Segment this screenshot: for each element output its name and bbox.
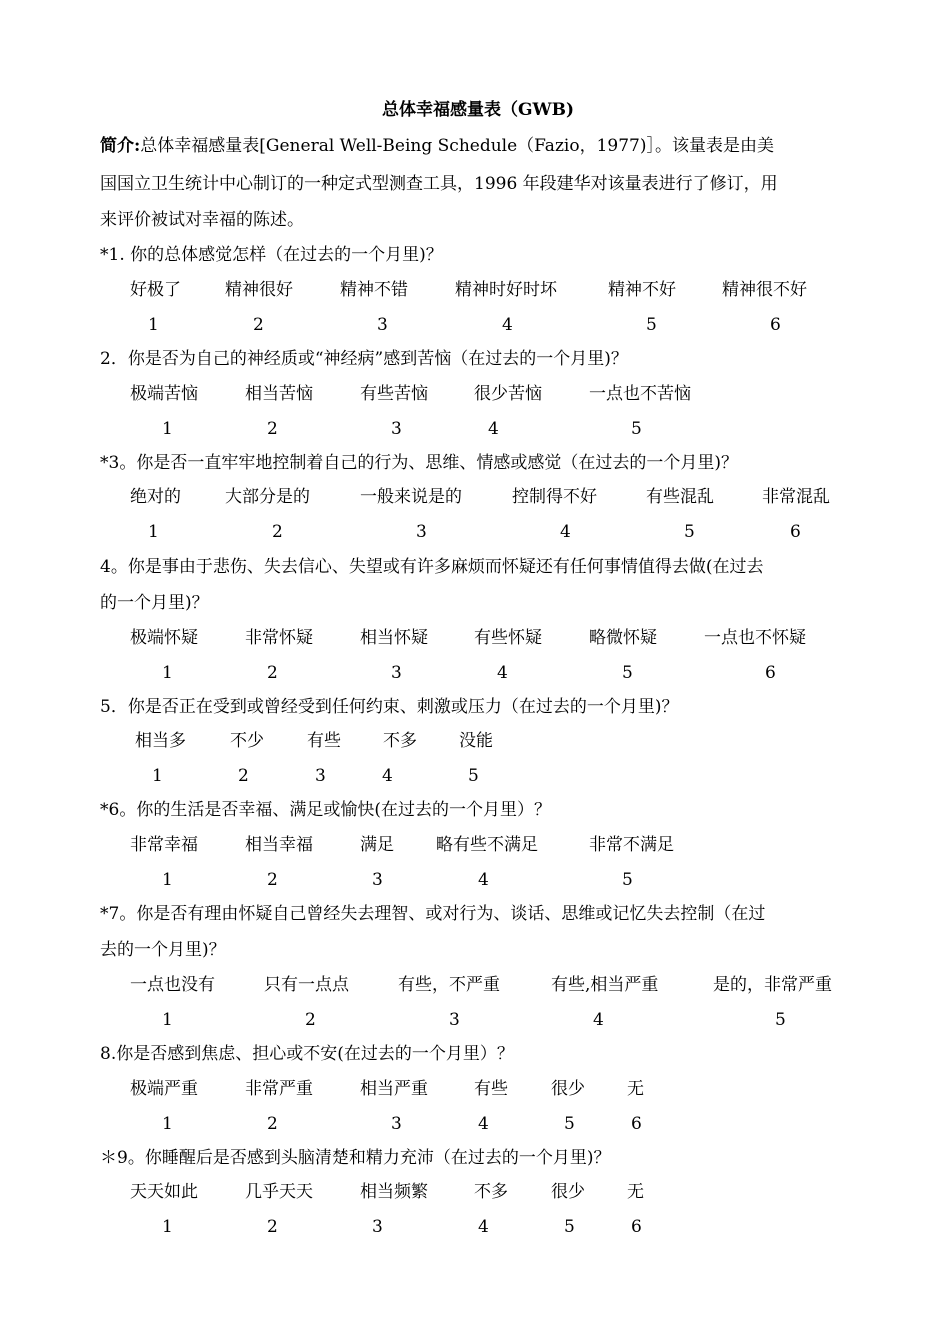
q4-score-5: 5 <box>622 663 633 683</box>
q9-option-4: 不多 <box>474 1182 508 1202</box>
q9-option-2: 几乎天天 <box>245 1182 313 1202</box>
q3-score-1: 1 <box>148 522 159 542</box>
q9-score-2: 2 <box>267 1217 278 1237</box>
q9-score-6: 6 <box>631 1217 642 1237</box>
q9-score-5: 5 <box>564 1217 575 1237</box>
q1-score-4: 4 <box>502 315 513 335</box>
q3-option-4: 控制得不好 <box>512 487 597 507</box>
q6-option-5: 非常不满足 <box>589 835 674 855</box>
q2-option-1: 极端苦恼 <box>130 384 198 404</box>
intro-label: 简介: <box>100 136 141 156</box>
q6-option-3: 满足 <box>360 835 394 855</box>
q1-option-4: 精神时好时坏 <box>455 280 557 300</box>
question-7-text-2: 去的一个月里)？ <box>100 940 226 960</box>
q5-score-1: 1 <box>152 766 163 786</box>
q6-score-2: 2 <box>267 870 278 890</box>
q9-score-3: 3 <box>372 1217 383 1237</box>
q3-score-5: 5 <box>684 522 695 542</box>
q8-score-4: 4 <box>478 1114 489 1134</box>
q9-option-1: 天天如此 <box>130 1182 198 1202</box>
q1-score-2: 2 <box>253 315 264 335</box>
q2-score-4: 4 <box>488 419 499 439</box>
q3-score-6: 6 <box>790 522 801 542</box>
q7-score-1: 1 <box>162 1010 173 1030</box>
q1-score-6: 6 <box>770 315 781 335</box>
q5-option-2: 不少 <box>230 731 264 751</box>
q6-option-2: 相当幸福 <box>245 835 313 855</box>
q5-option-3: 有些 <box>307 731 341 751</box>
q9-score-1: 1 <box>162 1217 173 1237</box>
q7-option-5: 是的，非常严重 <box>713 975 832 995</box>
q7-option-1: 一点也没有 <box>130 975 215 995</box>
q7-option-4: 有些,相当严重 <box>551 975 659 995</box>
question-3-text: *3。你是否一直牢牢地控制着自己的行为、思维、情感或感觉（在过去的一个月里)？ <box>100 453 738 473</box>
q1-option-6: 精神很不好 <box>722 280 807 300</box>
q1-option-5: 精神不好 <box>608 280 676 300</box>
q6-option-4: 略有些不满足 <box>436 835 538 855</box>
q5-option-1: 相当多 <box>135 731 186 751</box>
q1-option-1: 好极了 <box>130 280 181 300</box>
q6-score-1: 1 <box>162 870 173 890</box>
question-2-text: 2．你是否为自己的神经质或“神经病”感到苦恼（在过去的一个月里)？ <box>100 349 628 369</box>
q1-score-5: 5 <box>646 315 657 335</box>
question-9-text: ＊9。你睡醒后是否感到头脑清楚和精力充沛（在过去的一个月里)？ <box>100 1148 611 1168</box>
q6-option-1: 非常幸福 <box>130 835 198 855</box>
q8-option-3: 相当严重 <box>360 1079 428 1099</box>
intro-line-2: 国国立卫生统计中心制订的一种定式型测查工具，1996 年段建华对该量表进行了修订，用 <box>100 174 778 194</box>
q9-option-3: 相当频繁 <box>360 1182 428 1202</box>
q3-option-2: 大部分是的 <box>225 487 310 507</box>
intro-text-1: 总体幸福感量表[General Well-Being Schedule（Fazio，1977)］。该量表是由美 <box>140 136 774 156</box>
q7-score-3: 3 <box>449 1010 460 1030</box>
q5-score-4: 4 <box>382 766 393 786</box>
question-8-text: 8.你是否感到焦虑、担心或不安(在过去的一个月里）？ <box>100 1044 514 1064</box>
q2-option-2: 相当苦恼 <box>245 384 313 404</box>
q8-option-6: 无 <box>627 1079 644 1099</box>
q5-option-5: 没能 <box>459 731 493 751</box>
q6-score-5: 5 <box>622 870 633 890</box>
q3-option-5: 有些混乱 <box>646 487 714 507</box>
q7-score-5: 5 <box>775 1010 786 1030</box>
question-5-text: 5．你是否正在受到或曾经受到任何约束、刺激或压力（在过去的一个月里)？ <box>100 697 679 717</box>
q4-score-2: 2 <box>267 663 278 683</box>
q3-option-3: 一般来说是的 <box>360 487 462 507</box>
q3-score-4: 4 <box>560 522 571 542</box>
q8-score-2: 2 <box>267 1114 278 1134</box>
q4-option-2: 非常怀疑 <box>245 628 313 648</box>
q8-score-5: 5 <box>564 1114 575 1134</box>
q7-option-2: 只有一点点 <box>264 975 349 995</box>
q1-option-3: 精神不错 <box>340 280 408 300</box>
q6-score-3: 3 <box>372 870 383 890</box>
q1-score-3: 3 <box>377 315 388 335</box>
q7-score-4: 4 <box>593 1010 604 1030</box>
q9-option-5: 很少 <box>551 1182 585 1202</box>
question-4-text-1: 4。你是事由于悲伤、失去信心、失望或有许多麻烦而怀疑还有任何事情值得去做(在过去 <box>100 557 764 577</box>
q5-score-2: 2 <box>238 766 249 786</box>
question-7-text-1: *7。你是否有理由怀疑自己曾经失去理智、或对行为、谈话、思维或记忆失去控制（在过 <box>100 904 766 924</box>
q4-option-1: 极端怀疑 <box>130 628 198 648</box>
q4-score-3: 3 <box>391 663 402 683</box>
intro-line-3: 来评价被试对幸福的陈述。 <box>100 210 304 230</box>
q3-option-6: 非常混乱 <box>762 487 830 507</box>
q4-option-4: 有些怀疑 <box>474 628 542 648</box>
q2-option-4: 很少苦恼 <box>474 384 542 404</box>
q8-score-6: 6 <box>631 1114 642 1134</box>
q2-option-3: 有些苦恼 <box>360 384 428 404</box>
q2-score-2: 2 <box>267 419 278 439</box>
q3-score-2: 2 <box>272 522 283 542</box>
q8-option-2: 非常严重 <box>245 1079 313 1099</box>
q5-option-4: 不多 <box>383 731 417 751</box>
q2-score-1: 1 <box>162 419 173 439</box>
q3-option-1: 绝对的 <box>130 487 181 507</box>
q1-option-2: 精神很好 <box>225 280 293 300</box>
q4-option-5: 略微怀疑 <box>589 628 657 648</box>
q5-score-3: 3 <box>315 766 326 786</box>
q4-score-1: 1 <box>162 663 173 683</box>
q4-option-3: 相当怀疑 <box>360 628 428 648</box>
q1-score-1: 1 <box>148 315 159 335</box>
q8-option-5: 很少 <box>551 1079 585 1099</box>
q9-option-6: 无 <box>627 1182 644 1202</box>
q4-option-6: 一点也不怀疑 <box>704 628 806 648</box>
intro-line-1 <box>100 134 774 158</box>
q2-option-5: 一点也不苦恼 <box>589 384 691 404</box>
question-6-text: *6。你的生活是否幸福、满足或愉快(在过去的一个月里）？ <box>100 800 551 820</box>
question-1-text: *1. 你的总体感觉怎样（在过去的一个月里)？ <box>100 245 443 265</box>
q8-option-1: 极端严重 <box>130 1079 198 1099</box>
q8-score-3: 3 <box>391 1114 402 1134</box>
q3-score-3: 3 <box>416 522 427 542</box>
q2-score-3: 3 <box>391 419 402 439</box>
q9-score-4: 4 <box>478 1217 489 1237</box>
q4-score-6: 6 <box>765 663 776 683</box>
q5-score-5: 5 <box>468 766 479 786</box>
question-4-text-2: 的一个月里)？ <box>100 593 209 613</box>
q8-score-1: 1 <box>162 1114 173 1134</box>
q2-score-5: 5 <box>631 419 642 439</box>
q7-option-3: 有些，不严重 <box>398 975 500 995</box>
q7-score-2: 2 <box>305 1010 316 1030</box>
page-title: 总体幸福感量表（GWB) <box>382 100 575 120</box>
q6-score-4: 4 <box>478 870 489 890</box>
q8-option-4: 有些 <box>474 1079 508 1099</box>
q4-score-4: 4 <box>497 663 508 683</box>
